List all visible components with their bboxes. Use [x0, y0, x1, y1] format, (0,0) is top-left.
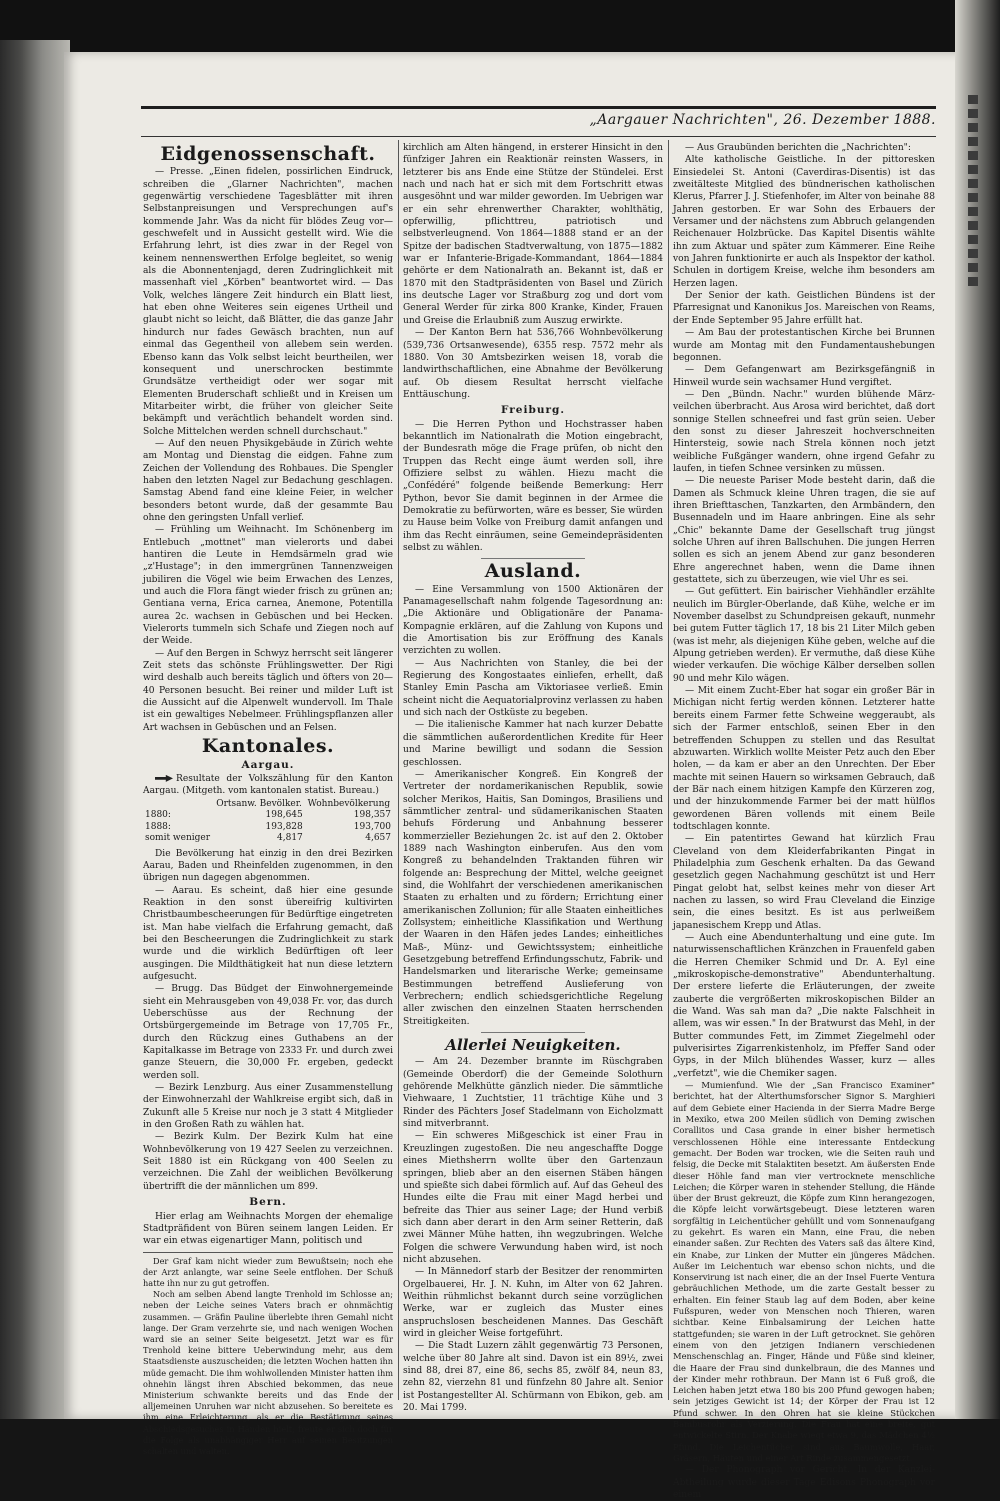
census-value-a: 198,645	[265, 810, 303, 821]
column-1	[143, 142, 393, 1456]
census-value-b: 4,657	[365, 833, 391, 844]
header-bottom-rule	[141, 136, 936, 137]
article-schwyz: — Auf den Bergen in Schwyz herrscht seit längerer Zeit stets das schönste Frühlingswetter. Der Rigi wird deshalb auch bereits täglich und öfters von 20—40 Personen besucht. Bei reiner und milder Luft ist die Aussicht auf die Alpenwelt wundervoll. Im Thale ist ein gewaltiges Nebelmeer. Frühlingspflanzen aller Art wachsen in Gebüschen und an Felsen.	[143, 648, 393, 733]
article-gut-gefuettert: — Gut gefüttert. Ein bairischer Viehhändler erzählte neulich im Bürgler-Oberlande, daß Kühe, welche er im November daselbst zu Schundpreisen gekauft, nunmehr bei gutem Futter täglich 17, 18 bis 21 Liter Milch geben (was ist mehr, als diejenigen Kühe geben, welche auf die Alpung getrieben werden). Er vermuthe, daß diese Kühe wieder verkaufen. Die wöchige Kälber derselben sollen 90 und mehr Kilo wägen.	[673, 587, 935, 684]
book-spine-edge	[0, 40, 70, 1419]
column-divider-1	[398, 140, 399, 1400]
article-kreuzlingen: — Ein schweres Mißgeschick ist einer Frau in Kreuzlingen zugestoßen. Die neu angeschaffte Dogge eines Miethsherrn wollte über den Gartenzaun springen, blieb aber an den eisernen Stäben hängen und spießte sich dabei förmlich auf. Auf das Geheul des Hundes eilte die Frau mit einer Magd herbei und befreite das Thier aus seiner Lage; der Hund verbiß sich dann aber derart in den Arm seiner Retterin, daß zwei Männer Mühe hatten, ihn wegzubringen. Welche Folgen die schwere Verwundung haben wird, ist noch nicht abzusehen.	[403, 1131, 663, 1265]
article-hinweil: — Dem Gefangenwart am Bezirksgefängniß in Hinweil wurde sein wachsamer Hund vergiftet.	[673, 365, 935, 388]
census-row	[143, 833, 393, 845]
article-lenzburg: — Bezirk Lenzburg. Aus einer Zusammenstellung der Einwohnerzahl der Wahlkreise ergibt sich, daß in Zukunft alle 5 Kreise nur noch je 3 statt 4 Mitglieder in den Großen Rath zu wählen hat.	[143, 1083, 393, 1131]
subheading-bern: Bern.	[249, 1196, 287, 1209]
pointing-hand-icon	[155, 775, 173, 782]
scan-edge-marks	[966, 90, 980, 310]
census-value-b: 193,700	[353, 821, 391, 832]
article-gewand: — Ein patentirtes Gewand hat kürzlich Frau Cleveland von dem Kleiderfabrikanten Pingat in Philadelphia zum Geschenk erhalten. Da das Gewand gesetzlich gegen Nachahmung geschützt ist und Herr Pingat gelobt hat, selbst keines mehr von dieser Art nachen zu lassen, so wird Frau Cleveland die Einzige sein, die eines besitzt. Es ist aus perlweißem japanesischem Krepp und Atlas.	[673, 834, 935, 931]
section-heading-ausland: Ausland.	[484, 560, 582, 583]
census-row	[143, 822, 393, 834]
census-header-empty	[143, 799, 213, 811]
census-value-a: 193,828	[265, 821, 303, 832]
article-geistliche: Alte katholische Geistliche. In der pittoresken Einsiedelei St. Antoni (Caverdiras-Disentis) ist das zweitälteste Mitglied des bündnerischen katholischen Klerus, Pfarrer J. J. Stiefenhofer, im Alter von beinahe 88 Jahren gestorben. Er war Sohn des Erbauers der Versamer und der nächstens zum Abbruch gelangenden Reichenauer Holzbrücke. Das Kapitel Disentis wählte ihn zum Aktuar und später zum Kämmerer. Eine Reihe von Jahren funktionirte er auch als Inspektor der kathol. Schulen in dortigem Kreise, welche ihm besonders am Herzen lagen.	[673, 155, 936, 289]
census-header-a: Ortsanw. Bevölker.	[216, 798, 302, 809]
article-stanley: — Aus Nachrichten von Stanley, die bei der Regierung des Kongostaates einliefen, erhellt, daß Stanley Emin Pascha am Viktoriasee verließ. Emin scheint nicht die Aequatorialprovinz verlassen zu haben und sich nach der Ostküste zu begeben.	[403, 658, 663, 719]
article-pariser-mode: — Die neueste Pariser Mode besteht darin, daß die Damen als Schmuck kleine Uhren tragen, die sie auf ihren Briefttaschen, Tanzkarten, den Armbändern, den Busennadeln und im Haare anbringen. Eine als sehr „Chic" bekannte Dame der Gesellschaft trug jüngst solche Uhren auf ihren Ballschuhen. Die jungen Herren sollen es sich an jenem Abend zur ganz besonderen Ehre angerechnet haben, wenn die Dame ihnen gestattete, sich zu überzeugen, wie viel Uhr es sei.	[673, 476, 935, 586]
article-kirche-brunnen: — Am Bau der protestantischen Kirche bei Brunnen wurde am Montag mit den Fundamentaushebungen begonnen.	[673, 328, 935, 363]
census-label: 1888:	[145, 821, 171, 832]
feuilleton-paragraph: Noch am selben Abend langte Trenhold im Schlosse an; neben der Leiche seines Vaters brach er ohnmächtig zusammen. — Gräfin Pauline überlebte ihren Gemahl nicht lange. Der Gram verzehrte sie, und nach wenigen Wochen ward sie an seiner Seite beigesetzt. Jetzt war es für Trenhold keine bittere Ueberwindung mehr, aus dem Staatsdienste auszuscheiden; die letzten Wochen hatten ihn müde gemacht. Die ihm wohlwollenden Minister hatten ihm ohnehin längst ihren Abschied bekommen, das neue Ministerium schwankte bereits und das Ende der alljemeinen Unruhen war nicht abzusehen. So bereitete es ihm eine Erleichterung, als er die Bestätigung seines Abschiedsgesuches in Händen hielt; freute er sich doch für die Folge als unabhängiger Herr auf seinen Besitzungen schalten und walten.	[143, 1289, 393, 1456]
article-brugg: — Brugg. Das Büdget der Einwohnergemeinde sieht ein Mehrausgeben von 49,038 Fr. vor, das durch Ueberschüsse aus der Rechnung der Ortsbürgergemeinde im Betrage von 17,705 Fr., durch den Rückzug eines Guthabens an der Kapitalkasse im Betrage von 2333 Fr. und durch zwei ganze Steuern, die 30,000 Fr. ergeben, gedeckt werden soll.	[143, 984, 393, 1081]
article-senior: Der Senior der kath. Geistlichen Bündens ist der Pfarresignat und Kanonikus Jos. Mareischen von Reams, der Ende September 95 Jahre erfüllt hat.	[673, 291, 935, 326]
section-heading-eidgenossenschaft: Eidgenossenschaft.	[160, 143, 376, 165]
article-maerzveilchen: — Den „Bündn. Nachr." wurden blühende März-veilchen überbracht. Aus Arosa wird berichtet, daß dort sonnige Stellen schneefrei und fast grün seien. Ueber den sonst zu dieser Jahreszeit hochverschneiten Hintersteig, sowie nach Strela können noch jetzt weibliche Fußgänger wandern, ohne irgend Gefahr zu laufen, in tiefen Schnee versinken zu müssen.	[673, 389, 935, 474]
article-volkszaehlung	[143, 773, 393, 798]
article-aarau: — Aarau. Es scheint, daß hier eine gesunde Reaktion in den sonst übereifrig kultivirten Christbaumbescheerungen für Bedürftige eingetreten ist. Man habe vielfach die Erfahrung gemacht, daß bei den Bescheerungen die Zudringlichkeit zu stark wurde und die wirklich Bedürftigen oft leer ausgingen. Die Mildthätigkeit hat nun diese letztern aufgesucht.	[143, 885, 393, 982]
column-2	[403, 142, 663, 1414]
separator-rule	[481, 558, 585, 559]
census-row	[143, 810, 393, 822]
feuilleton	[143, 1252, 393, 1458]
section-heading-kantonales: Kantonales.	[201, 735, 335, 758]
article-zucht-eber: — Mit einem Zucht-Eber hat sogar ein großer Bär in Michigan nicht fertig werden können. Letzterer hatte bereits einem Farmer fette Schweine weggeraubt, als sich der Farmer entschloß, seinen Eber in den betreffenden Schuppen zu stellen und das Resultat abzuwarten. Wirklich wollte Meister Petz auch den Eber holen, — da kam er aber an den Unrechten. Der Eber machte mit seinen Hauern so wirksamen Gebrauch, daß der Bär nach einem hitzigen Kampfe den Kürzeren zog, und der hinzukommende Farmer bei der matt hülflos gewordenen Bären vollends mit einem Beile todtschlagen konnte.	[673, 686, 935, 832]
article-maennedorf: — In Männedorf starb der Besitzer der renommirten Orgelbauerei, Hr. J. N. Kuhn, im Alter von 62 Jahren. Weithin rühmlichst bekannt durch seine vorzüglichen Werke, war er zugleich das Muster eines anspruchslosen bescheidenen Mannes. Das Geschäft wird in gleicher Weise fortgeführt.	[403, 1267, 663, 1339]
article-kulm: — Bezirk Kulm. Der Bezirk Kulm hat eine Wohnbevölkerung von 19 427 Seelen zu verzeichnen. Seit 1880 ist ein Rückgang von 400 Seelen zu verzeichnen. Die Zahl der weiblichen Bevölkerung übertrifft die der männlichen um 899.	[143, 1132, 393, 1192]
article-graubuenden-intro: — Aus Graubünden berichten die „Nachrichten":	[685, 143, 911, 153]
article-phonograph: — Der Phonograph vor Gericht. In der Kanzlei-Abtheilung wurde dieser Tage Edisons Phonograph vor einem	[673, 1465, 935, 1500]
article-luzern: — Die Stadt Luzern zählt gegenwärtig 73 Personen, welche über 80 Jahre alt sind. Davon ist ein 89½, zwei sind 88, drei 87, eine 86, sechs 85, zwölf 84, neun 83, zehn 82, vierzehn 81 und fünfzehn 80 Jahre alt. Senior ist Postangestellter Al. Schürmann von Ebikon, geb. am 20. Mai 1799.	[403, 1341, 663, 1414]
article-bern-nachruf: Hier erlag am Weihnachts Morgen der ehemalige Stadtpräfident von Büren seinem langen Leiden. Er war ein etwas eigenartiger Mann, politisch und	[143, 1211, 393, 1247]
article-physikgebaeude: — Auf den neuen Physikgebäude in Zürich wehte am Montag und Dienstag die eidgen. Fahne zum Zeichen der Vollendung des Rohbaues. Die Spengler haben den letzten Nagel zur Bedachung geschlagen. Samstag Abend fand eine kleine Feier, in welcher besonders betont wurde, daß der gesammte Bau ohne den geringsten Unfall verlief.	[143, 438, 393, 523]
article-mumienfund: — Mumienfund. Wie der „San Francisco Examiner" berichtet, hat der Alterthumsforscher Signor S. Marghieri auf dem Gebiete einer Hacienda in der Sierra Madre Berge in Mexiko, etwa 200 Meilen südlich von Deming zwischen Corallitos und Casa grande in einer bisher hermetisch verschlossenen Höhle eine interessante Entdeckung gemacht. Der Boden war trocken, wie die Seiten rauh und felsig, die Decke mit Stalaktiten besetzt. Am äußersten Ende dieser Höhle fand man vier vertrocknete menschliche Leichen; die Körper waren in stehender Stellung, die Hände über der Brust gekreuzt, die Köpfe zum Kinn herangezogen, die Köpfe leicht vorwärtsgebeugt. Diese letzteren waren sorgfältig in Leichentücher gehüllt und vom Sonnenaufgang zu gekehrt. Es waren ein Mann, eine Frau, die neben einander saßen. Zur Rechten des Vaters saß das ältere Kind, ein Knabe, zur Linken der Mutter ein jüngeres Mädchen. Außer im Leichentuch war ebenso schon nichts, und die Konservirung ist nach einer, die an der Insel Fuerte Ventura gebräuchlichen Methode, um die zarte Gestalt besser zu erhalten. Ein feiner Staub lag auf dem Boden, aber keine Fußspuren, weder von Menschen noch Thieren, waren sichtbar. Keine Einbalsamirung der Leichen hatte stattgefunden; sie waren in der Luft getrocknet. Sie gehören einem von den jetzigen Indianern verschiedenen Menschenschlag an. Finger, Hände und Füße sind kleiner, die Haare der Frau sind dunkelbraun, die des Mannes und der Kinder mehr rothbraun. Der Mann ist 6 Fuß groß, die Leichen haben jetzt etwa 180 bis 200 Pfund gewogen haben; sein jetziges Gewicht ist 14; der Körper der Frau ist 12 Pfund schwer. In den Ohren hat sie kleine Stückchen Bambusrohr als Verzierung. Die Frau hat eine breite, gut entwickelte Stirn. Der Knabe wiegt etwa 9, das Mädchen 4½ Pfund. Die Leichentücher sind aus Baumwolle, Haar, Gräsern, Häuten und einer Art Rinde zusammengesetzt.	[673, 1080, 935, 1463]
census-table-header	[143, 799, 393, 811]
article-fruehling: — Frühling um Weihnacht. Im Schönenberg im Entlebuch „mottnet" man vielerorts und dabei hantiren die Leute in Hemdsärmeln grad wie „z'Hustage"; in den immergrünen Tannenzweigen jubiliren die Vögel wie beim Erwachen des Lenzes, und auch die Flora fängt wieder frisch zu grünen an; Gentiana verna, Erica carnea, Anemone, Potentilla aurea 2c. wachsen in Gebüschen und bei Hecken. Vielerorts tummeln sich Schafe und Ziegen noch auf der Weide.	[143, 525, 393, 647]
census-table	[143, 799, 393, 845]
census-label: 1880:	[145, 810, 171, 821]
feuilleton-paragraph: Der Graf kam nicht wieder zum Bewußtsein; noch ehe der Arzt anlangte, war seine Seele entflohen. Der Schuß hatte ihn nur zu gut getroffen.	[143, 1255, 393, 1288]
separator-rule	[481, 1032, 585, 1033]
census-label: somit weniger	[145, 833, 211, 844]
article-freiburg: — Die Herren Python und Hochstrasser haben bekanntlich im Nationalrath die Motion eingebracht, der Bundesrath möge die Frage prüfen, ob nicht den Truppen das Recht einge äumt werden soll, ihre Offiziere selbst zu wählen. Hiezu macht die „Confédéré" folgende beißende Bemerkung: Herr Python, bevor Sie damit beginnen in der Armee die Demokratie zu befürworten, wäre es besser, Sie würden zu Hause beim Volke von Freiburg damit anfangen und ihm das Recht einräumen, seine Gemeindepräsidenten selbst zu wählen.	[403, 419, 663, 553]
article-kanton-bern: — Der Kanton Bern hat 536,766 Wohnbevölkerung (539,736 Ortsanwesende), 6355 resp. 7572 mehr als 1880. Von 30 Amtsbezirken weisen 18, vorab die landwirthschaftlichen, eine Abnahme der Bevölkerung auf. Ob diesem Resultat herrscht vielfache Enttäuschung.	[403, 328, 663, 400]
article-panama: — Eine Versammlung von 1500 Aktionären der Panamagesellschaft nahm folgende Tagesordnung an: „Die Aktionäre und Obligationäre der Panama-Kompagnie erklären, auf die Zahlung von Kupons und die Amortisation bis zur Eröffnung des Kanals verzichten zu wollen.	[403, 584, 663, 657]
article-abendunterhaltung: — Auch eine Abendunterhaltung und eine gute. Im naturwissenschaftlichen Kränzchen in Frauenfeld gaben die Herren Chemiker Schmid und Dr. A. Eyl eine „mikroskopische-demonstrative" Abendunterhaltung. Der erstere lieferte die Erläuterungen, der zweite zauberte die vergrößerten mikroskopischen Bilder an die Wand. Was sah man da? „Die nakte Falschheit in allem, was wir essen." In der Bratwurst das Mehl, in der Butter commundes Fett, im Zimmet Ziegelmehl oder pulverisirtes Zigarrenkistenholz, im Pfeffer Sand oder Gyps, in der Milch blühendes Wasser, kurz — alles „verfetzt", wie die Chemiker sagen.	[673, 933, 935, 1079]
article-presse: — Presse. „Einen fidelen, possirlichen Eindruck, schreiben die „Glarner Nachrichten", machen gegenwärtig verschiedene Tagesblätter mit ihren Selbstanpreisungen und Versprechungen auf's kommende Jahr. Was da nicht für blödes Zeug vor—geschwefelt und in Aussicht gestellt wird. Wie die Erfahrung lehrt, ist dies zwar in der Regel von keinem nennenswerthen Erfolge begleitet, so wenig als die Abonnentenjagd, deren Zudringlichkeit mit massenhaft viel „Körben" beantwortet wird. — Das Volk, welches längere Zeit hindurch ein Blatt liest, hat eben ohne Weiteres sein eigenes Urtheil und glaubt nicht so leicht, daß Blätter, die das ganze Jahr hindurch nur fades Gewäsch brachten, nun auf einmal das Gegentheil von allebem sein werden. Ebenso kann das Volk selbst leicht beurtheilen, wer konsequent und unerschrocken bestimmte Grundsätze vertheidigt oder wer sogar mit Elementen Bruderschaft schließt und in Kreisen um Mitarbeiter wirbt, die früher von gleicher Seite bekämpft und verächtlich behandelt worden sind. Solche Mittelchen werden schnell durchschaut."	[143, 167, 393, 437]
volkszaehlung-text: Resultate der Volkszählung für den Kanton Aargau. (Mitgeth. vom kantonalen statist. Bureau.)	[143, 773, 393, 797]
census-header-b: Wohnbevölkerung	[307, 798, 391, 809]
column-divider-2	[668, 140, 669, 1400]
census-value-b: 198,357	[353, 810, 391, 821]
subheading-freiburg: Freiburg.	[501, 404, 565, 417]
header-top-rule	[141, 106, 936, 109]
article-kongress: — Amerikanischer Kongreß. Ein Kongreß der Vertreter der nordamerikanischen Republik, sowie solcher Merikos, Haitis, San Domingos, Brasiliens und sämmtlicher zentral- und südamerikanischen Staaten behufs Förderung und Anbahnung besserer kommerzieller Beziehungen 2c. ist auf den 2. Oktober 1889 nach Washington einberufen. Aus den vom Kongreß zu behandelnden Traktanden führen wir folgende an: Besprechung der Mittel, welche geeignet sind, die Wohlfahrt der verschiedenen amerikanischen Staaten zu erhalten und zu fördern; Errichtung einer amerikanischen Zollunion; für alle Staaten einheitliches Zollsystem; einheitliche Klassifikation und Werthung der Waaren in den Häfen jedes Landes; einheitliches Maß-, Münz- und Gewichtssystem; einheitliche Gesetzgebung betreffend Erfindungsschutz, Fabrik- und Handelsmarken und literarische Werke; gemeinsame Bestimmungen betreffend Auslieferung von Verbrechern; endlich schiedsgerichtliche Regelung aller zwischen den einzelnen Staaten herrschenden Streitigkeiten.	[403, 769, 663, 1027]
article-bern-continued: kirchlich am Alten hängend, in ersterer Hinsicht in den fünfziger Jahren ein Reaktionär reinsten Wassers, in letzterer bis ans Ende eine Stütze der Stündelei. Erst nach und nach hat er sich mit dem Fortschritt etwas ausgesöhnt und war milder geworden. Im Uebrigen war er ein sehr ehrenwerther Charakter, wohlthätig, opferwillig, pflichttreu, patriotisch und selbstverleugnend. Von 1864—1888 stand er an der Spitze der badischen Stadtverwaltung, von 1875—1882 war er Infanterie-Brigade-Kommandant, 1864—1884 gehörte er dem Nationalrath an. Bekannt ist, daß er 1870 mit den Stadtpräsidenten von Basel und Zürich ins deutsche Lager vor Straßburg zog und dort vom General Werder für zirka 800 Kranke, Kinder, Frauen und Greise die Erlaubniß zum Auszug erwirkte.	[403, 143, 663, 326]
page-header: „Aargauer Nachrichten", 26. Dezember 1888.	[589, 112, 936, 128]
article-italien: — Die italienische Kammer hat nach kurzer Debatte die sämmtlichen außerordentlichen Kredite für Heer und Marine bewilligt und sodann die Session geschlossen.	[403, 720, 663, 768]
article-brand: — Am 24. Dezember brannte im Rüschgraben (Gemeinde Oberdorf) die der Gemeinde Solothurn gehörende Melkhütte gänzlich nieder. Die sämmtliche Viehwaare, 1 Zuchtstier, 11 trächtige Kühe und 3 Rinder des Pächters Josef Stadelmann von Eicholzmatt sind mitverbrannt.	[403, 1057, 663, 1130]
subheading-aargau: Aargau.	[241, 758, 295, 771]
column-3	[673, 142, 936, 1500]
article-bevoelkerung: Die Bevölkerung hat einzig in den drei Bezirken Aarau, Baden und Rheinfelden zugenommen, in den übrigen nun dagegen abgenommen.	[143, 848, 393, 884]
section-heading-allerlei: Allerlei Neuigkeiten.	[445, 1036, 621, 1055]
census-value-a: 4,817	[277, 833, 303, 844]
